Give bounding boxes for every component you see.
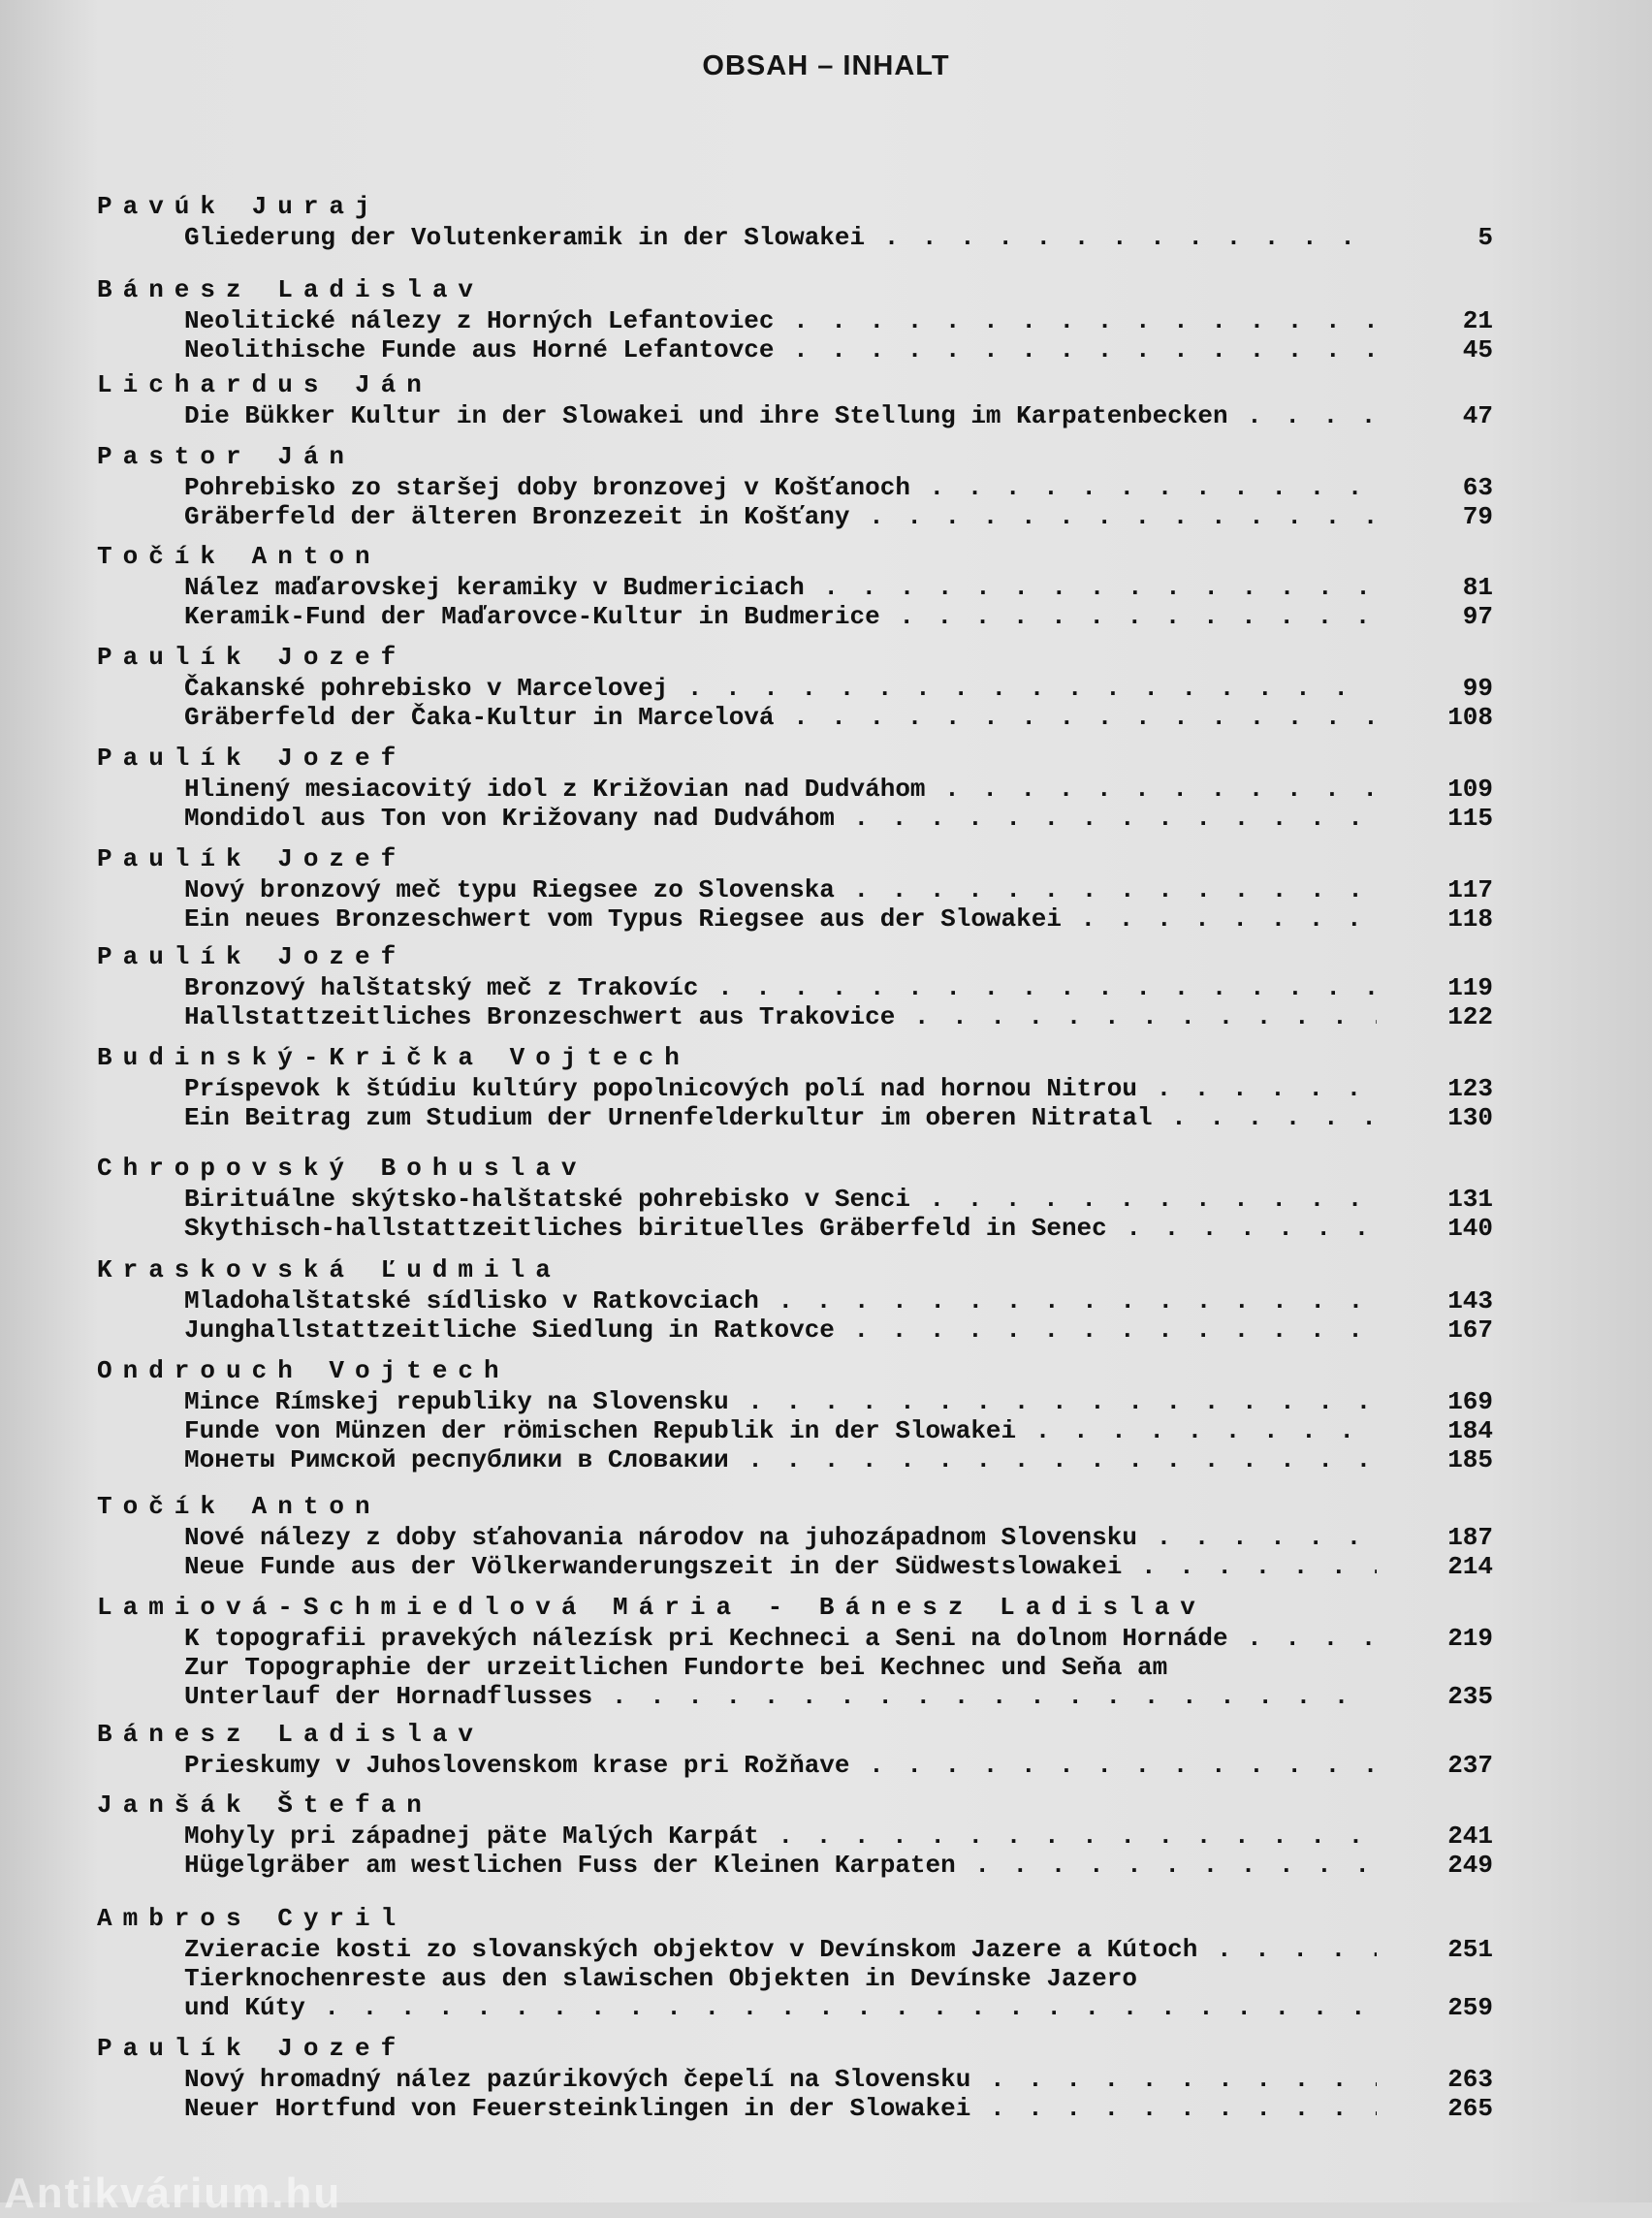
toc-author: Paulík Jozef (97, 744, 407, 773)
toc-page-number: 249 (1447, 1851, 1493, 1880)
toc-title: Unterlauf der Hornadflusses . . . (184, 1682, 1377, 1711)
toc-page-number: 118 (1447, 904, 1493, 934)
toc-line (97, 1964, 1493, 1993)
toc-title: und Kúty . . . (184, 1993, 1377, 2022)
toc-title: Prieskumy v Juhoslovenskom krase pri Rožňave . . . (184, 1751, 1377, 1780)
toc-author: Pastor Ján (97, 442, 356, 471)
toc-title: Nové nálezy z doby sťahovania národov na juhozápadnom Slovensku . . . (184, 1523, 1377, 1552)
toc-line (97, 904, 1493, 934)
toc-line (97, 1624, 1493, 1653)
toc-page-number: 140 (1447, 1214, 1493, 1243)
toc-page-number: 99 (1462, 674, 1493, 703)
toc-line (97, 223, 1493, 252)
toc-page-number: 265 (1447, 2094, 1493, 2123)
toc-page-number: 130 (1447, 1103, 1493, 1132)
toc-line (97, 1653, 1493, 1682)
toc-entry (97, 842, 1493, 934)
toc-title: Mladohalštatské sídlisko v Ratkovciach . . . (184, 1286, 1377, 1315)
toc-entry (97, 1354, 1493, 1474)
toc-author: Ambros Cyril (97, 1904, 407, 1933)
toc-author: Pavúk Juraj (97, 192, 381, 221)
toc-author: Točík Anton (97, 542, 381, 571)
toc-title: Neue Funde aus der Völkerwanderungszeit in der Südwestslowakei . . . (184, 1552, 1377, 1581)
toc-entry (97, 440, 1493, 531)
toc-page-number: 79 (1462, 502, 1493, 531)
toc-line (97, 1682, 1493, 1711)
toc-page-number: 117 (1447, 875, 1493, 904)
toc-author: Ondrouch Vojtech (97, 1356, 510, 1385)
toc-entry (97, 1902, 1493, 2022)
toc-page-number: 119 (1447, 973, 1493, 1002)
toc-entry (97, 368, 1493, 430)
toc-line (97, 1286, 1493, 1315)
toc-line (97, 1993, 1493, 2022)
toc-title: Birituálne skýtsko-halštatské pohrebisko v Senci . . . (184, 1185, 1377, 1214)
toc-title: K topografii pravekých nálezísk pri Kechneci a Seni na dolnom Hornáde . . . (184, 1624, 1377, 1653)
toc-page-number: 143 (1447, 1286, 1493, 1315)
toc-line (97, 602, 1493, 631)
toc-page-number: 167 (1447, 1315, 1493, 1345)
toc-title: Zvieracie kosti zo slovanských objektov v Devínskom Jazere a Kútoch . . . (184, 1935, 1377, 1964)
watermark: Antikvárium.hu (4, 2170, 342, 2217)
toc-page-number: 45 (1462, 335, 1493, 364)
toc-entry (97, 540, 1493, 631)
toc-title: Nový hromadný nález pazúrikových čepelí na Slovensku . . . (184, 2065, 1377, 2094)
toc-author: Paulík Jozef (97, 844, 407, 873)
toc-author: Chropovský Bohuslav (97, 1154, 588, 1183)
toc-line (97, 1387, 1493, 1416)
toc-author: Kraskovská Ľudmila (97, 1255, 561, 1284)
page-title: OBSAH – INHALT (702, 50, 950, 81)
toc-line (97, 2065, 1493, 2094)
toc-title: Nález maďarovskej keramiky v Budmericiach . . . (184, 573, 1377, 602)
toc-title: Junghallstattzeitliche Siedlung in Ratkovce . . . (184, 1315, 1377, 1345)
toc-line (97, 1523, 1493, 1552)
toc-author: Bánesz Ladislav (97, 1720, 485, 1749)
toc-title: Skythisch-hallstattzeitliches birituelles Gräberfeld in Senec . . . (184, 1214, 1377, 1243)
toc-line (97, 804, 1493, 833)
toc-line (97, 1416, 1493, 1445)
toc-entry (97, 641, 1493, 732)
toc-title: Zur Topographie der urzeitlichen Fundorte bei Kechnec und Seňa am (184, 1653, 1168, 1682)
toc-title: Mohyly pri západnej päte Malých Karpát . . . (184, 1822, 1377, 1851)
toc-line (97, 1214, 1493, 1243)
toc-entry (97, 1718, 1493, 1780)
toc-line (97, 1185, 1493, 1214)
toc-title: Mince Rímskej republiky na Slovensku . . . (184, 1387, 1377, 1416)
toc-line (97, 502, 1493, 531)
toc-entry (97, 742, 1493, 833)
toc-entry (97, 1789, 1493, 1880)
toc-title: Tierknochenreste aus den slawischen Objekten in Devínske Jazero (184, 1964, 1137, 1993)
toc-line (97, 573, 1493, 602)
toc-title: Čakanské pohrebisko v Marcelovej . . . (184, 674, 1377, 703)
toc-line (97, 335, 1493, 364)
toc-entry (97, 1253, 1493, 1345)
toc-title: Die Bükker Kultur in der Slowakei und ihre Stellung im Karpatenbecken . . . (184, 401, 1377, 430)
toc-title: Pohrebisko zo staršej doby bronzovej v Košťanoch . . . (184, 473, 1377, 502)
toc-page-number: 251 (1447, 1935, 1493, 1964)
toc-page-number: 263 (1447, 2065, 1493, 2094)
toc-title: Nový bronzový meč typu Riegsee zo Slovenska . . . (184, 875, 1377, 904)
toc-page-number: 21 (1462, 306, 1493, 335)
toc-line (97, 1315, 1493, 1345)
toc-line (97, 306, 1493, 335)
toc-line (97, 473, 1493, 502)
toc-page-number: 123 (1447, 1074, 1493, 1103)
toc-page-number: 115 (1447, 804, 1493, 833)
toc-title: Ein Beitrag zum Studium der Urnenfelderkultur im oberen Nitratal . . . (184, 1103, 1377, 1132)
toc-title: Монеты Римской республики в Словакии . . . (184, 1445, 1377, 1474)
toc-entry (97, 940, 1493, 1031)
toc-author: Lichardus Ján (97, 370, 432, 399)
toc-author: Janšák Štefan (97, 1790, 432, 1820)
toc-line (97, 1552, 1493, 1581)
toc-title: Príspevok k štúdiu kultúry popolnicových polí nad hornou Nitrou . . . (184, 1074, 1377, 1103)
toc-title: Bronzový halštatský meč z Trakovíc . . . (184, 973, 1377, 1002)
toc-line (97, 1002, 1493, 1031)
toc-page-number: 122 (1447, 1002, 1493, 1031)
toc-author: Budinský-Krička Vojtech (97, 1043, 690, 1072)
toc-page-number: 63 (1462, 473, 1493, 502)
toc-line (97, 875, 1493, 904)
toc-author: Paulík Jozef (97, 2034, 407, 2063)
toc-line (97, 775, 1493, 804)
toc-page-number: 81 (1462, 573, 1493, 602)
toc-entry (97, 1041, 1493, 1132)
toc-author: Točík Anton (97, 1492, 381, 1521)
toc-line (97, 1935, 1493, 1964)
toc-page-number: 235 (1447, 1682, 1493, 1711)
toc-page-number: 109 (1447, 775, 1493, 804)
toc-entry (97, 1490, 1493, 1581)
toc-author: Paulík Jozef (97, 643, 407, 672)
toc-line (97, 1445, 1493, 1474)
toc-entry (97, 1152, 1493, 1243)
toc-line (97, 1103, 1493, 1132)
toc-page-number: 187 (1447, 1523, 1493, 1552)
toc-page-number: 241 (1447, 1822, 1493, 1851)
toc-title: Ein neues Bronzeschwert vom Typus Riegsee aus der Slowakei . . . (184, 904, 1377, 934)
toc-title: Funde von Münzen der römischen Republik in der Slowakei . . . (184, 1416, 1377, 1445)
toc-line (97, 1751, 1493, 1780)
toc-title: Gräberfeld der Čaka-Kultur in Marcelová . . . (184, 703, 1377, 732)
toc-author: Bánesz Ladislav (97, 275, 485, 304)
toc-page-number: 97 (1462, 602, 1493, 631)
toc-page-number: 5 (1477, 223, 1493, 252)
toc-line (97, 2094, 1493, 2123)
toc-title: Neuer Hortfund von Feuersteinklingen in der Slowakei . . . (184, 2094, 1377, 2123)
toc-title: Keramik-Fund der Maďarovce-Kultur in Budmerice . . . (184, 602, 1377, 631)
toc-line (97, 401, 1493, 430)
toc-page-number: 131 (1447, 1185, 1493, 1214)
toc-page-number: 219 (1447, 1624, 1493, 1653)
toc-title: Hügelgräber am westlichen Fuss der Kleinen Karpaten . . . (184, 1851, 1377, 1880)
toc-line (97, 703, 1493, 732)
toc-line (97, 674, 1493, 703)
toc-entry (97, 190, 1493, 252)
toc-page-number: 214 (1447, 1552, 1493, 1581)
toc-entry (97, 2032, 1493, 2123)
toc-line (97, 1822, 1493, 1851)
toc-title: Gliederung der Volutenkeramik in der Slowakei . . . (184, 223, 1377, 252)
toc-page-number: 47 (1462, 401, 1493, 430)
toc-page-number: 237 (1447, 1751, 1493, 1780)
toc-title: Neolitické nálezy z Horných Lefantoviec . . . (184, 306, 1377, 335)
toc-entry (97, 1591, 1493, 1711)
toc-page-number: 169 (1447, 1387, 1493, 1416)
toc-line (97, 1074, 1493, 1103)
toc-title: Hlinený mesiacovitý idol z Križovian nad Dudváhom . . . (184, 775, 1377, 804)
toc-title: Neolithische Funde aus Horné Lefantovce . . . (184, 335, 1377, 364)
toc-author: Lamiová-Schmiedlová Mária - Bánesz Ladislav (97, 1593, 1206, 1622)
toc-line (97, 1851, 1493, 1880)
toc-page-number: 259 (1447, 1993, 1493, 2022)
toc-page-number: 185 (1447, 1445, 1493, 1474)
toc-page-number: 108 (1447, 703, 1493, 732)
toc-title: Mondidol aus Ton von Križovany nad Dudváhom . . . (184, 804, 1377, 833)
toc-entry (97, 273, 1493, 364)
toc-page-number: 184 (1447, 1416, 1493, 1445)
toc-author: Paulík Jozef (97, 942, 407, 971)
toc-title: Gräberfeld der älteren Bronzezeit in Košťany . . . (184, 502, 1377, 531)
toc-line (97, 973, 1493, 1002)
toc-title: Hallstattzeitliches Bronzeschwert aus Trakovice . . . (184, 1002, 1377, 1031)
